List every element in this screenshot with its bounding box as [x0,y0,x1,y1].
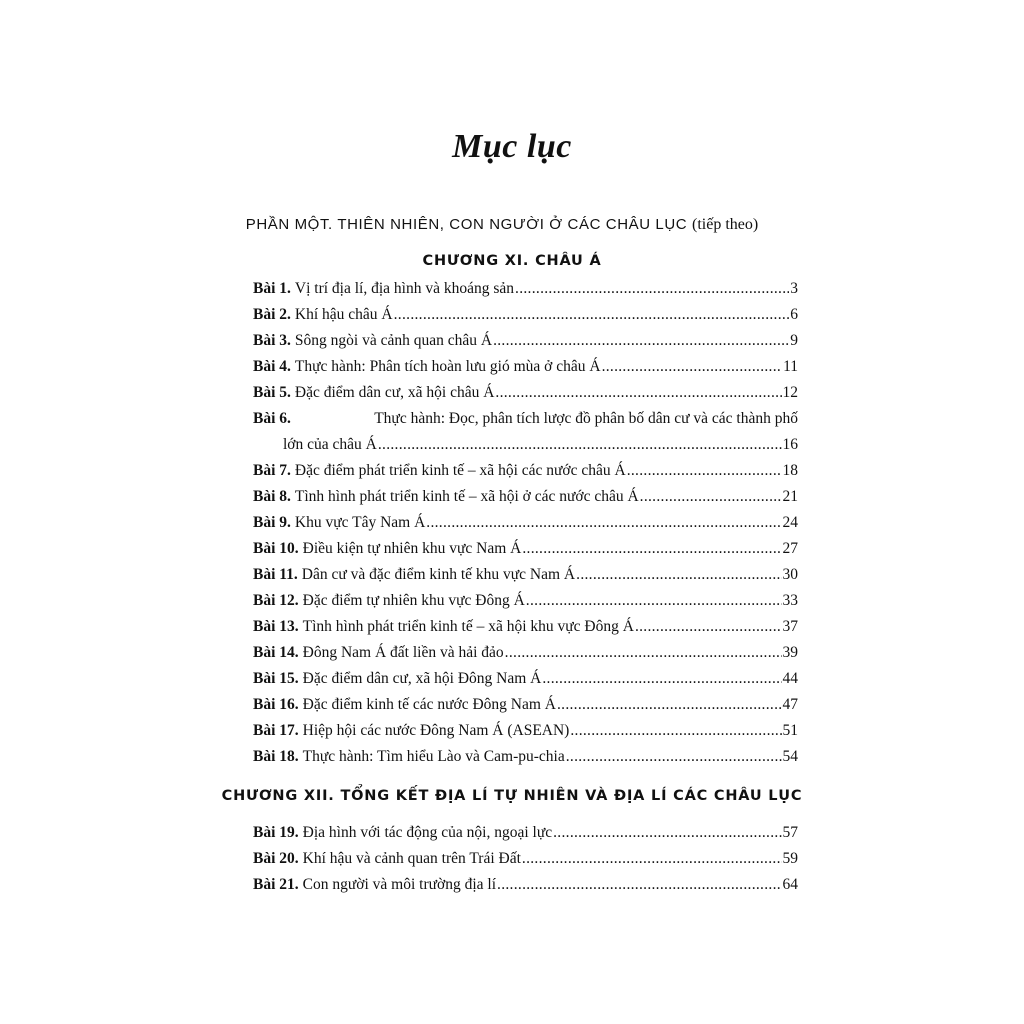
dot-leader [378,432,782,458]
page-number: 33 [782,592,798,609]
toc-entry-lesson-7[interactable] [253,458,798,484]
dot-leader [497,872,781,898]
toc-entry-lesson-5[interactable] [253,380,798,406]
toc-entry-lesson-3[interactable] [253,328,798,354]
lesson-title: Khí hậu châu Á [294,306,393,323]
toc-entry-lesson-18[interactable] [253,744,798,770]
lesson-title: Khí hậu và cảnh quan trên Trái Đất [302,850,521,867]
toc-entry-lesson-19[interactable] [253,820,798,846]
lesson-label: Bài 9. [253,514,291,531]
page-number: 64 [782,876,798,893]
lesson-label: Bài 8. [253,488,291,505]
lesson-title-line-1: Thực hành: Đọc, phân tích lược đồ phân bố dân cư và các thành phố [374,410,798,427]
page-title: Mục lục [452,128,572,165]
lesson-title: Con người và môi trường địa lí [302,876,497,893]
lesson-title: Dân cư và đặc điểm kinh tế khu vực Nam Á [301,566,576,583]
dot-leader [426,510,781,536]
dot-leader [515,276,789,302]
page-number: 39 [782,644,798,661]
lesson-title: Tình hình phát triển kinh tế – xã hội khu vực Đông Á [302,618,634,635]
page-number: 51 [782,722,798,739]
toc-entry-lesson-2[interactable] [253,302,798,328]
toc-entry-lesson-10[interactable] [253,536,798,562]
lesson-label: Bài 16. [253,696,299,713]
dot-leader [493,328,789,354]
page-number: 21 [782,488,798,505]
toc-entry-lesson-11[interactable] [253,562,798,588]
page-number: 18 [782,462,798,479]
chapter-11-toc [253,276,798,770]
page-number: 27 [782,540,798,557]
page-number: 9 [790,332,798,349]
lesson-label: Bài 2. [253,306,291,323]
lesson-title: Đặc điểm dân cư, xã hội Đông Nam Á [302,670,542,687]
lesson-title: Vị trí địa lí, địa hình và khoáng sản [294,280,515,297]
lesson-title: Thực hành: Tìm hiểu Lào và Cam-pu-chia [302,748,565,765]
toc-entry-lesson-13[interactable] [253,614,798,640]
lesson-title: Đặc điểm dân cư, xã hội châu Á [294,384,495,401]
chapter-12-title: CHƯƠNG XII. TỔNG KẾT ĐỊA LÍ TỰ NHIÊN VÀ ĐỊA LÍ CÁC CHÂU LỤC [221,788,803,804]
dot-leader [557,692,782,718]
lesson-label: Bài 15. [253,670,299,687]
lesson-label: Bài 7. [253,462,291,479]
lesson-title: Thực hành: Phân tích hoàn lưu gió mùa ở châu Á [294,358,601,375]
lesson-label: Bài 14. [253,644,299,661]
chapter-11-title: CHƯƠNG XI. CHÂU Á [422,253,602,269]
toc-entry-lesson-20[interactable] [253,846,798,872]
lesson-label: Bài 12. [253,592,299,609]
lesson-label: Bài 13. [253,618,299,635]
page-number: 3 [790,280,798,297]
lesson-label: Bài 5. [253,384,291,401]
lesson-title: Đông Nam Á đất liền và hải đảo [302,644,504,661]
chapter-12-toc [253,820,798,898]
lesson-label: Bài 21. [253,876,299,893]
toc-entry-lesson-16[interactable] [253,692,798,718]
dot-leader [553,820,781,846]
toc-entry-lesson-1[interactable] [253,276,798,302]
part-heading-text: PHẦN MỘT. THIÊN NHIÊN, CON NGƯỜI Ở CÁC CHÂU LỤC [245,216,688,233]
lesson-title: Địa hình với tác động của nội, ngoại lực [302,824,553,841]
dot-leader [522,846,782,872]
page-number: 6 [790,306,798,323]
lesson-label: Bài 20. [253,850,299,867]
page-number: 37 [782,618,798,635]
toc-entry-lesson-17[interactable] [253,718,798,744]
lesson-title: Đặc điểm kinh tế các nước Đông Nam Á [302,696,556,713]
dot-leader [640,484,782,510]
page-number: 24 [782,514,798,531]
toc-entry-lesson-15[interactable] [253,666,798,692]
lesson-label: Bài 1. [253,280,291,297]
toc-entry-lesson-14[interactable] [253,640,798,666]
part-heading [0,216,1004,234]
page-number: 44 [782,670,798,687]
toc-entry-lesson-12[interactable] [253,588,798,614]
dot-leader [566,744,782,770]
lesson-title: Sông ngòi và cảnh quan châu Á [294,332,493,349]
dot-leader [602,354,783,380]
lesson-first-line [253,406,798,432]
page-number: 57 [782,824,798,841]
lesson-title: Đặc điểm phát triển kinh tế – xã hội các nước châu Á [294,462,626,479]
lesson-label: Bài 6. [253,410,291,427]
dot-leader [522,536,781,562]
lesson-label: Bài 19. [253,824,299,841]
lesson-label: Bài 11. [253,566,298,583]
dot-leader [505,640,782,666]
dot-leader [576,562,781,588]
dot-leader [542,666,781,692]
page-number: 30 [782,566,798,583]
lesson-title: Tình hình phát triển kinh tế – xã hội ở các nước châu Á [294,488,639,505]
page-number: 59 [782,850,798,867]
toc-entry-lesson-21[interactable] [253,872,798,898]
part-heading-suffix: (tiếp theo) [692,216,759,233]
lesson-label: Bài 3. [253,332,291,349]
lesson-label: Bài 17. [253,722,299,739]
toc-entry-lesson-6[interactable] [253,406,798,458]
page-number: 12 [782,384,798,401]
lesson-title: Hiệp hội các nước Đông Nam Á (ASEAN) [302,722,570,739]
toc-entry-lesson-9[interactable] [253,510,798,536]
lesson-second-line [253,432,798,458]
lesson-title: Đặc điểm tự nhiên khu vực Đông Á [302,592,525,609]
dot-leader [570,718,781,744]
page-number: 47 [782,696,798,713]
dot-leader [495,380,781,406]
toc-entry-lesson-4[interactable] [253,354,798,380]
dot-leader [627,458,782,484]
page-number: 54 [782,748,798,765]
dot-leader [526,588,782,614]
lesson-title: Khu vực Tây Nam Á [294,514,426,531]
lesson-label: Bài 10. [253,540,299,557]
lesson-label: Bài 4. [253,358,291,375]
lesson-label: Bài 18. [253,748,299,765]
lesson-title-line-2: lớn của châu Á [283,436,377,453]
dot-leader [635,614,782,640]
dot-leader [394,302,790,328]
toc-entry-lesson-8[interactable] [253,484,798,510]
page-number: 11 [783,358,798,375]
lesson-title: Điều kiện tự nhiên khu vực Nam Á [302,540,522,557]
page-number: 16 [782,436,798,453]
